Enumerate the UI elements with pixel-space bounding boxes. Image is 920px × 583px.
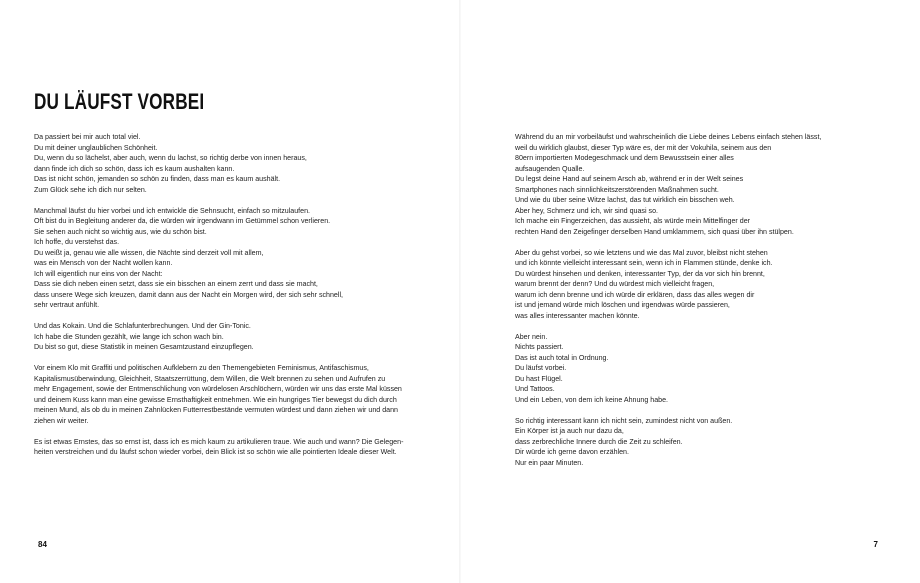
- text-line: Ich habe die Stunden gezählt, wie lange ich schon wach bin.: [34, 332, 224, 341]
- text-line: Und das Kokain. Und die Schlafunterbrechungen. Und der Gin-Tonic.: [34, 322, 251, 330]
- text-line: Zum Glück sehe ich dich nur selten.: [34, 185, 147, 194]
- right-page-body: [515, 132, 915, 468]
- text-line: und ich könnte vielleicht interessant sein, wenn ich in Flammen stünde, denke ich.: [515, 259, 773, 267]
- text-line: warum ich denn brenne und ich würde dir erklären, dass das alles wegen dir: [515, 290, 755, 299]
- paragraph: [34, 363, 434, 426]
- paragraph: [34, 132, 434, 195]
- text-line: weil du wirklich glaubst, dieser Typ wäre es, der mit der Vokuhila, seinem aus den: [515, 143, 772, 152]
- right-page-number: 7: [873, 540, 878, 549]
- text-line: Sie sehen auch nicht so wichtig aus, wie du schön bist.: [34, 227, 207, 236]
- left-page-body: [34, 132, 434, 458]
- chapter-title: DU LÄUFST VORBEI: [34, 89, 205, 114]
- text-line: Aber hey, Schmerz und ich, wir sind quasi so.: [515, 206, 658, 215]
- text-line: Du würdest hinsehen und denken, interessanter Typ, der da vor sich hin brennt,: [515, 269, 765, 278]
- text-line: Du weißt ja, genau wie alle wissen, die Nächte sind derzeit voll mit allem,: [34, 248, 264, 257]
- text-line: Nichts passiert.: [515, 343, 564, 351]
- text-line: was alles interessanter machen könnte.: [515, 311, 640, 320]
- text-line: Du läufst vorbei.: [515, 364, 567, 372]
- text-line: und deinem Kuss kann man eine gewisse Ernsthaftigkeit entnehmen. Wie ein hungriges Tier bewegst du dich durch: [34, 395, 397, 404]
- text-line: Du mit deiner unglaublichen Schönheit.: [34, 143, 158, 152]
- left-page-number: 84: [38, 540, 47, 549]
- text-line: Da passiert bei mir auch total viel.: [34, 133, 141, 141]
- paragraph: [34, 437, 434, 458]
- text-line: Du legst deine Hand auf seinem Arsch ab, während er in der Welt seines: [515, 175, 744, 183]
- text-line: So richtig interessant kann ich nicht sein, zumindest nicht von außen.: [515, 416, 733, 425]
- text-line: Ich mache ein Fingerzeichen, das aussieht, als würde mein Mittelfinger der: [515, 217, 750, 225]
- text-line: Es ist etwas Ernstes, das so ernst ist, dass ich es mich kaum zu artikulieren traue. Wie auch und wann? Die Gelegen-: [34, 437, 404, 446]
- text-line: warum brennt der denn? Und du würdest mich vielleicht fragen,: [515, 280, 715, 288]
- text-line: heiten verstreichen und du läufst schon wieder vorbei, dein Blick ist so schön wie alle pointierten Ideale dieser Welt.: [34, 448, 397, 456]
- text-line: Und wie du über seine Witze lachst, das tut wirklich ein bisschen weh.: [515, 196, 735, 204]
- text-line: Während du an mir vorbeiläufst und wahrscheinlich die Liebe deines Lebens einfach stehen lässt,: [515, 133, 822, 141]
- text-line: dass zerbrechliche Innere durch die Zeit zu schleifen.: [515, 437, 683, 446]
- text-line: Dir würde ich gerne davon erzählen.: [515, 448, 629, 456]
- text-line: Du hast Flügel.: [515, 374, 563, 383]
- text-line: sehr vertraut anfühlt.: [34, 301, 100, 309]
- text-line: dann finde ich dich so schön, dass ich es kaum aushalten kann.: [34, 164, 235, 173]
- text-line: Und ein Leben, von dem ich keine Ahnung habe.: [515, 395, 669, 404]
- text-line: Aber nein.: [515, 332, 548, 341]
- text-line: meinen Mund, als ob du in meinen Zahnlücken Futterrestbestände vermuten würdest und dann ziehen wir und dann: [34, 406, 398, 414]
- text-line: Kapitalismusüberwindung, Gleichheit, Staatszerrüttung, dem Willen, die Welt brennen zu sehen und Aufrufen zu: [34, 374, 386, 383]
- text-line: Dass sie dich neben einen setzt, dass sie ein bisschen an einem zerrt und dass sie macht,: [34, 280, 318, 288]
- text-line: Manchmal läufst du hier vorbei und ich entwickle die Sehnsucht, einfach so mitzulaufen.: [34, 206, 311, 215]
- text-line: Nur ein paar Minuten.: [515, 458, 584, 467]
- text-line: Du bist so gut, diese Statistik in meinen Gesamtzustand einzupflegen.: [34, 343, 254, 351]
- paragraph: [515, 416, 915, 469]
- text-line: Das ist nicht schön, jemanden so schön zu finden, dass man es kaum aushält.: [34, 175, 281, 183]
- text-line: Ein Körper ist ja auch nur dazu da,: [515, 427, 624, 435]
- text-line: Das ist auch total in Ordnung.: [515, 353, 609, 362]
- text-line: Aber du gehst vorbei, so wie letztens und wie das Mal zuvor, bleibst nicht stehen: [515, 248, 768, 257]
- text-line: 80ern importierten Modegeschmack und dem Bewusstsein einer alles: [515, 154, 734, 162]
- text-line: Smartphones nach sinnlichkeitszerstörenden Maßnahmen sucht.: [515, 185, 719, 194]
- paragraph: [515, 248, 915, 322]
- text-line: ist und jemand würde mich löschen und irgendwas würde passieren,: [515, 301, 730, 309]
- text-line: aufsaugenden Qualle.: [515, 164, 585, 173]
- text-line: rechten Hand den Zeigefinger derselben Hand umklammern, sich quasi über ihn stülpen.: [515, 227, 794, 236]
- text-line: Vor einem Klo mit Graffiti und politischen Aufklebern zu den Themengebieten Feminismus, Antifaschismus,: [34, 364, 369, 372]
- paragraph: [515, 332, 915, 406]
- text-line: Und Tattoos.: [515, 385, 555, 393]
- text-line: Ich will eigentlich nur eins von der Nacht:: [34, 269, 163, 278]
- text-line: mehr Engagement, sowie der Entmenschlichung von würdelosen Arschlöchern, würden wir uns das erste Mal küssen: [34, 385, 402, 393]
- text-line: Oft bist du in Begleitung anderer da, die würden wir irgendwann im Getümmel schon verlieren.: [34, 217, 331, 225]
- text-line: ziehen wir weiter.: [34, 416, 89, 425]
- right-page: [460, 0, 920, 583]
- text-line: Ich hoffe, du verstehst das.: [34, 238, 120, 246]
- text-line: dass unsere Wege sich kreuzen, damit dann aus der Nacht ein Morgen wird, der sich sehr schnell,: [34, 290, 343, 299]
- text-line: Du, wenn du so lächelst, aber auch, wenn du lachst, so richtig derbe von innen heraus,: [34, 154, 307, 162]
- paragraph: [34, 321, 434, 353]
- paragraph: [515, 132, 915, 237]
- text-line: was ein Mensch von der Nacht wollen kann.: [34, 259, 173, 267]
- paragraph: [34, 206, 434, 311]
